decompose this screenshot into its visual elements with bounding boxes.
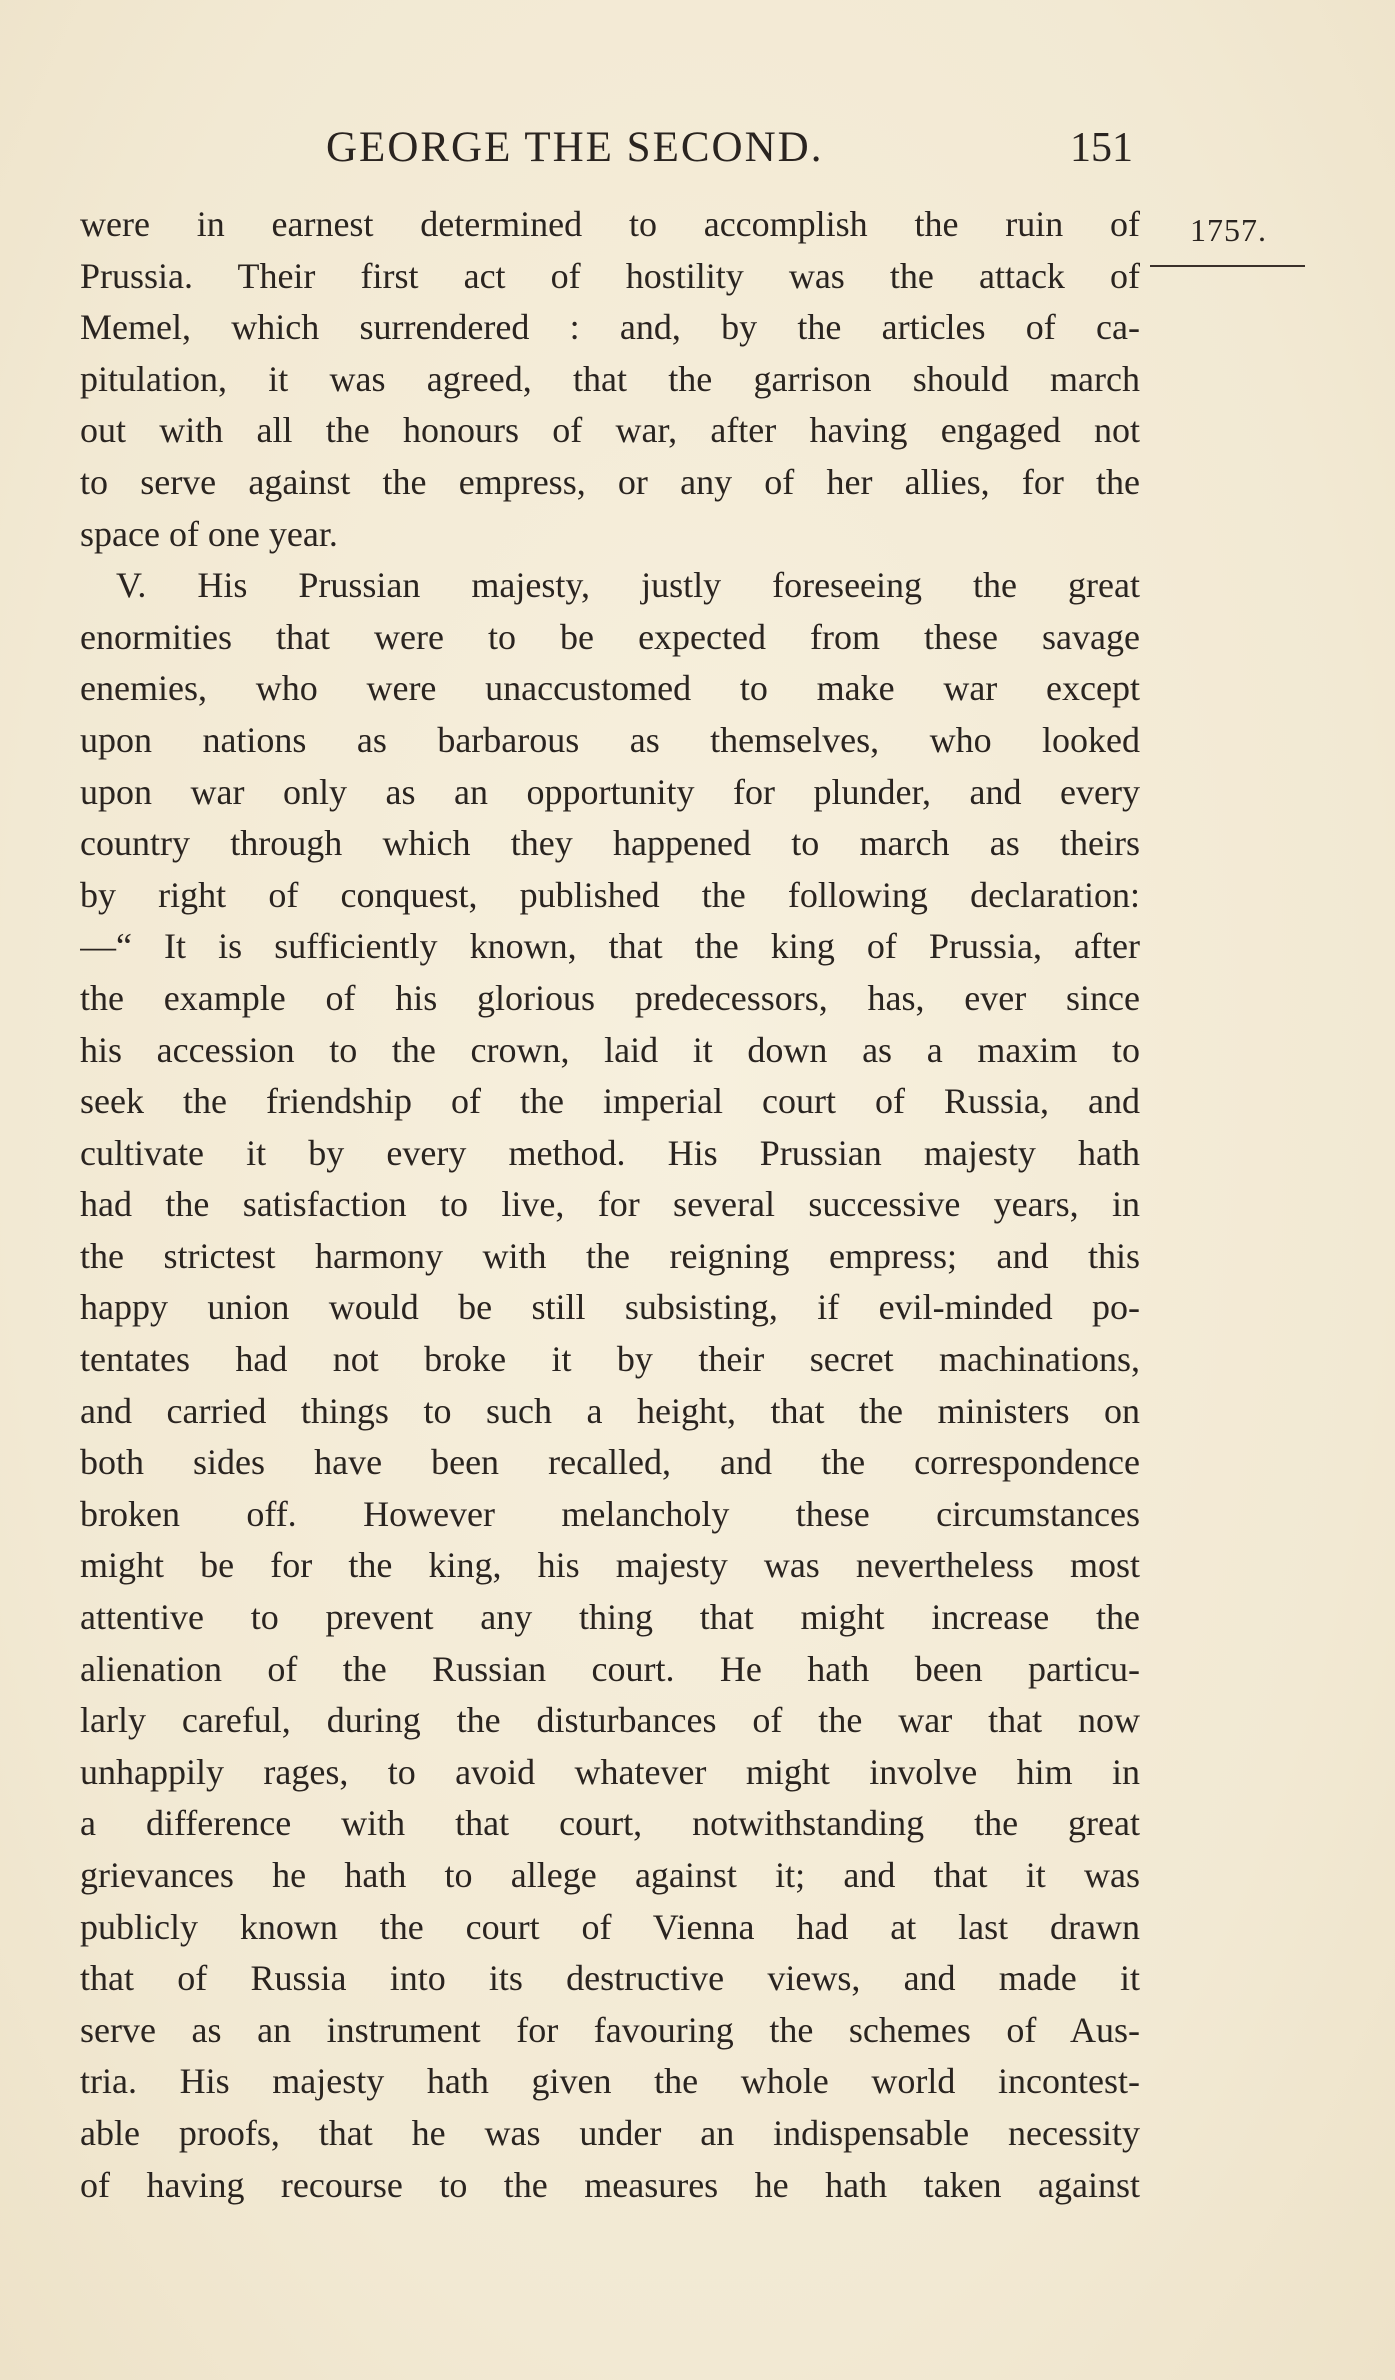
text-line: unhappily rages, to avoid whatever might involve him in: [80, 1751, 1140, 1792]
paragraph-end-line: space of one year.: [80, 513, 338, 554]
text-line: pitulation, it was agreed, that the garrison should march: [80, 358, 1140, 399]
text-line: seek the friendship of the imperial court of Russia, and: [80, 1081, 1140, 1122]
text-line: serve as an instrument for favouring the schemes of Aus-: [80, 2009, 1140, 2050]
text-line: by right of conquest, published the following declaration:: [80, 874, 1140, 915]
text-line: Prussia. Their first act of hostility was the attack of: [80, 255, 1140, 296]
text-line: that of Russia into its destructive views, and made it: [80, 1958, 1140, 1999]
text-line: both sides have been recalled, and the correspondence: [80, 1442, 1140, 1483]
section-v-start-line: V. His Prussian majesty, justly foreseeing the great: [116, 565, 1140, 606]
margin-year-note: 1757.: [1190, 212, 1267, 248]
text-line: enemies, who were unaccustomed to make war except: [80, 668, 1140, 709]
text-line: alienation of the Russian court. He hath been particu-: [80, 1648, 1140, 1689]
text-line: had the satisfaction to live, for several successive years, in: [80, 1184, 1140, 1225]
text-line: larly careful, during the disturbances of the war that now: [80, 1700, 1140, 1741]
text-line: publicly known the court of Vienna had at last drawn: [80, 1906, 1140, 1947]
body-text: [80, 199, 1140, 2211]
text-line: upon nations as barbarous as themselves, who looked: [80, 719, 1140, 760]
running-title: GEORGE THE SECOND.: [326, 124, 824, 171]
margin-rule-divider: [1150, 265, 1305, 267]
text-line: might be for the king, his majesty was nevertheless most: [80, 1545, 1140, 1586]
text-line: out with all the honours of war, after having engaged not: [80, 410, 1140, 451]
text-line: the strictest harmony with the reigning empress; and this: [80, 1235, 1140, 1276]
text-line: tria. His majesty hath given the whole world incontest-: [80, 2061, 1140, 2102]
text-line: the example of his glorious predecessors, has, ever since: [80, 977, 1140, 1018]
text-line: cultivate it by every method. His Prussian majesty hath: [80, 1132, 1140, 1173]
text-line: country through which they happened to march as theirs: [80, 823, 1140, 864]
text-line: enormities that were to be expected from these savage: [80, 616, 1140, 657]
page-number: 151: [1070, 125, 1133, 171]
text-line: to serve against the empress, or any of her allies, for the: [80, 461, 1140, 502]
text-line: of having recourse to the measures he hath taken against: [80, 2164, 1140, 2205]
text-line: grievances he hath to allege against it; and that it was: [80, 1855, 1140, 1895]
text-line: were in earnest determined to accomplish the ruin of: [80, 204, 1140, 244]
text-line: and carried things to such a height, that the ministers on: [80, 1390, 1140, 1431]
text-line: happy union would be still subsisting, if evil-minded po-: [80, 1287, 1140, 1328]
text-line: tentates had not broke it by their secret machinations,: [80, 1339, 1140, 1380]
text-line: Memel, which surrendered : and, by the articles of ca-: [80, 307, 1140, 348]
text-line: able proofs, that he was under an indispensable necessity: [80, 2112, 1140, 2153]
text-line: upon war only as an opportunity for plunder, and every: [80, 771, 1140, 812]
text-line: attentive to prevent any thing that might increase the: [80, 1597, 1140, 1638]
page-header: [80, 118, 1140, 178]
text-line: his accession to the crown, laid it down as a maxim to: [80, 1029, 1140, 1070]
text-line: a difference with that court, notwithstanding the great: [80, 1803, 1140, 1844]
text-line: —“ It is sufficiently known, that the king of Prussia, after: [80, 926, 1140, 967]
text-line: broken off. However melancholy these circumstances: [80, 1493, 1140, 1534]
